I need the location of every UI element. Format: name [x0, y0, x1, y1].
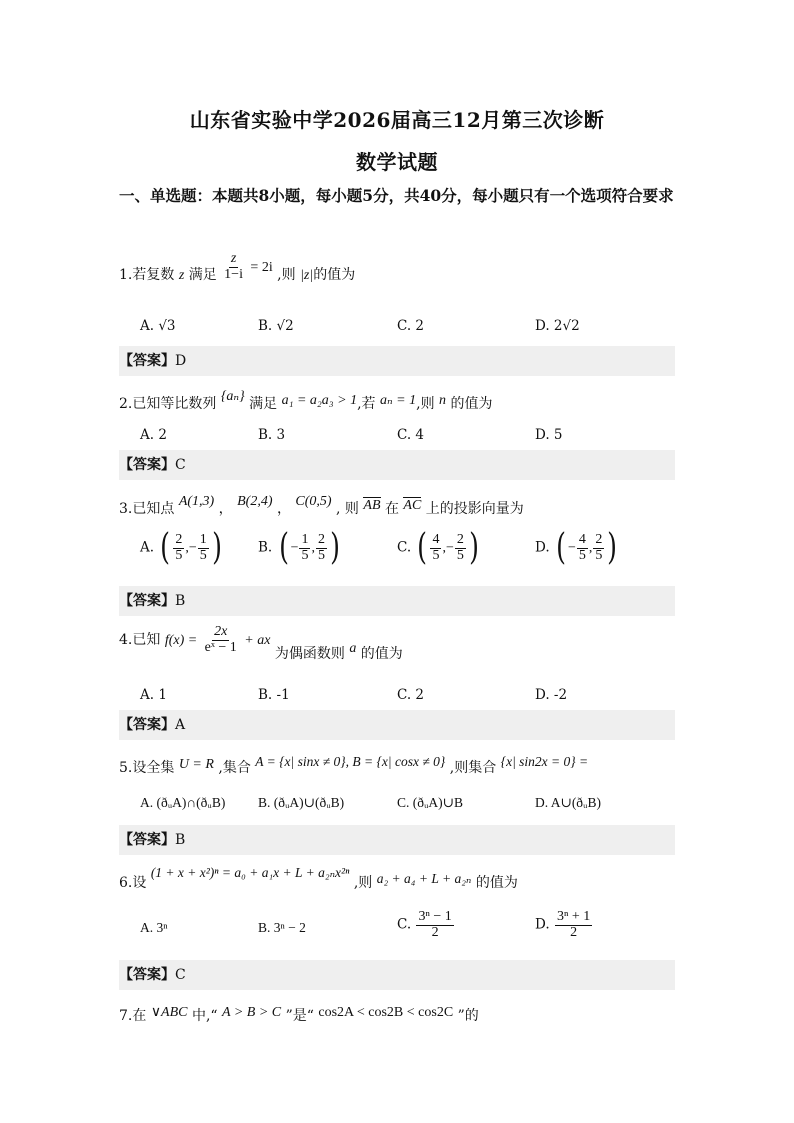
option-4b: B. -1 [258, 687, 290, 703]
option-2d: D. 5 [535, 427, 563, 443]
paren-open: ( [278, 527, 289, 568]
denominator: 5 [175, 547, 183, 563]
option-6d: D. $\frac{\text{3ⁿ + 1}}{2}$ [535, 909, 591, 940]
fraction [430, 533, 441, 563]
sign: − [290, 540, 299, 556]
paren-close: ) [211, 527, 222, 568]
paren-open: ( [556, 527, 566, 568]
question-3: 3.已知点 A(1,3) ， B(2,4) ， C(0,5) , 则 AB 在 AC 上的投影向量为 [119, 494, 524, 517]
answer-3: 【答案】B [119, 586, 675, 616]
option-4d: D. -2 [535, 687, 568, 703]
option-4a: A. 1 [140, 687, 167, 703]
option-6b: B. 3ⁿ − 2 [258, 920, 306, 935]
denominator: 5 [432, 547, 440, 563]
question-7: 7.在 ∨ABC 中,“ A > B > C ”是“ cos2A < cos2B < cos2C ”的 [119, 1005, 479, 1024]
fraction [299, 533, 310, 563]
option-6c: C. $\frac{\text{3ⁿ − 1}}{2}$ [397, 909, 452, 940]
question-5: 5.设全集 U = R ,集合 A = {x| sinx ≠ 0}, B = {x| cosx ≠ 0} ,则集合 {x| sin2x = 0} = [119, 754, 589, 776]
fraction [316, 533, 327, 563]
comma: , [311, 540, 315, 556]
sign: − [188, 540, 197, 556]
page-title: 山东省实验中学2026届高三12月第三次诊断 [189, 108, 605, 132]
question-3-options [0, 527, 794, 578]
denominator: 5 [199, 547, 207, 563]
numerator: 4 [578, 531, 586, 547]
fraction [198, 533, 209, 563]
page-subtitle: 数学试题 [356, 150, 438, 174]
answer-1: 【答案】D [119, 346, 675, 376]
option-5b: B. (ðᵤA)∪(ðᵤB) [258, 795, 345, 810]
option-3d [535, 527, 619, 568]
section-heading: 一、单选题：本题共8小题，每小题5分，共40分，每小题只有一个选项符合要求 [119, 186, 674, 205]
answer-6: 【答案】C [119, 960, 675, 990]
answer-2: 【答案】C [119, 450, 675, 480]
answer-5: 【答案】B [119, 825, 675, 855]
fraction [593, 533, 604, 563]
numerator: 2 [456, 531, 464, 547]
option-1b: B. √2 [258, 318, 294, 334]
fraction [455, 533, 466, 563]
option-2c: C. 4 [397, 427, 425, 443]
sign: − [445, 540, 454, 556]
numerator: 2 [317, 531, 325, 547]
sign: − [567, 540, 576, 556]
question-number: 1. [119, 267, 133, 284]
question-6: 6.设 (1 + x + x²)ⁿ = a₀ + a₁x + L + a₂ₙx²ⁿ ,则 a₂ + a₄ + L + a₂ₙ 的值为 [119, 865, 518, 891]
fraction [577, 533, 588, 563]
option-4c: C. 2 [397, 687, 425, 703]
option-5a: A. (ðᵤA)∩(ðᵤB) [140, 795, 226, 810]
option-label: D. [535, 539, 554, 556]
fraction: $\frac{z}{1-i}$ [224, 251, 243, 282]
option-label: A. [140, 539, 159, 556]
option-1a: A. √3 [140, 318, 176, 334]
numerator: 2 [175, 531, 183, 547]
option-1d: D. 2√2 [535, 318, 580, 334]
fraction [173, 533, 184, 563]
denominator: 5 [317, 547, 325, 563]
option-3c [397, 527, 481, 568]
option-3a [140, 527, 224, 568]
denominator: 5 [456, 547, 464, 563]
question-2: 2.已知等比数列 {aₙ} 满足 a₁ = a₂a₃ > 1,若 aₙ = 1,则 n 的值为 [119, 389, 493, 412]
option-label: C. [397, 539, 416, 556]
numerator: 1 [301, 531, 309, 547]
question-1: 1.若复数 z 满足 $\frac{z}{1-i}$ = 2i ,则 |z|的值为 [119, 251, 356, 284]
answer-4: 【答案】A [119, 710, 675, 740]
paren-open: ( [417, 527, 428, 568]
comma: , [442, 540, 446, 556]
numerator: 4 [432, 531, 440, 547]
paren-open: ( [160, 527, 171, 568]
numerator: 2 [595, 531, 603, 547]
paren-close: ) [468, 527, 479, 568]
denominator: 5 [595, 547, 603, 563]
option-5d: D. A∪(ðᵤB) [535, 795, 601, 810]
option-6a: A. 3ⁿ [140, 920, 168, 935]
denominator: 5 [301, 547, 309, 563]
paren-close: ) [607, 527, 618, 568]
numerator: 1 [199, 531, 207, 547]
option-2b: B. 3 [258, 427, 286, 443]
fraction: $\frac{2x}{\text{eˣ − 1}}$ [204, 624, 237, 655]
option-3b [258, 527, 342, 568]
option-label: B. [258, 539, 277, 556]
option-2a: A. 2 [140, 427, 167, 443]
option-5c: C. (ðᵤA)∪B [397, 795, 463, 810]
paren-close: ) [330, 527, 340, 568]
question-4: 4.已知 f(x) = $\frac{2x}{\text{eˣ − 1}}$ + ax 为偶函数则 a 的值为 [119, 624, 403, 663]
comma: , [588, 540, 593, 556]
option-1c: C. 2 [397, 318, 425, 334]
comma: , [185, 540, 189, 556]
denominator: 5 [578, 547, 586, 563]
